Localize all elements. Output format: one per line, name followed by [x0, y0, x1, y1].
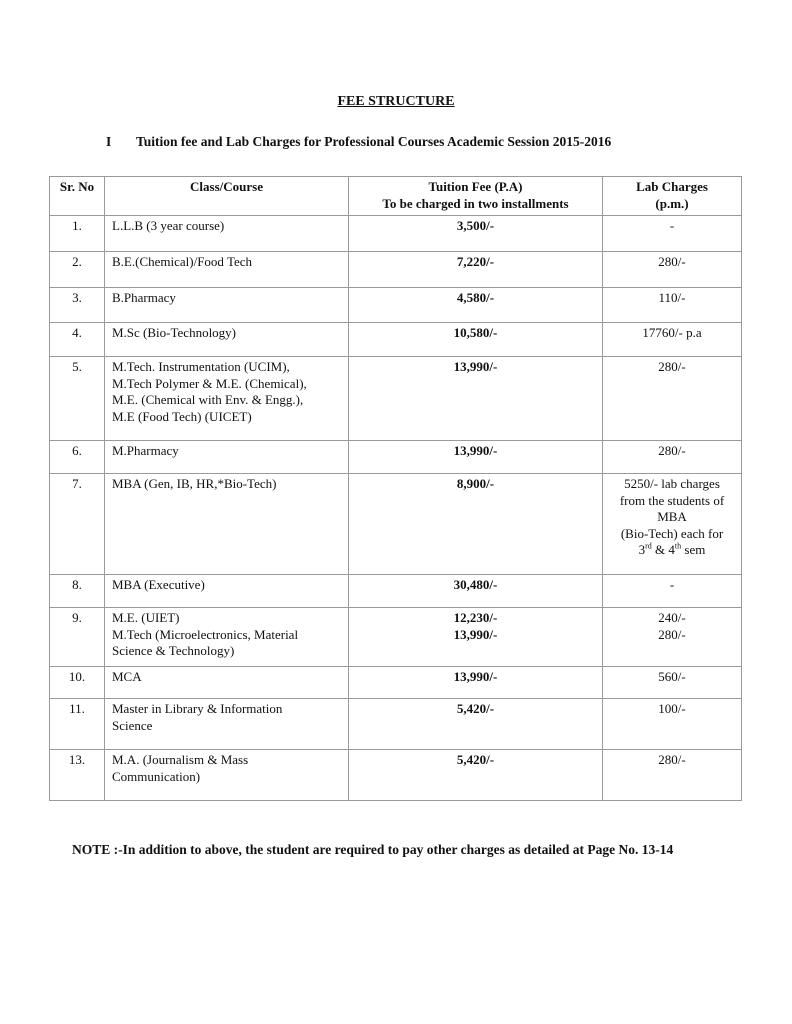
lab-charges-value: 100/- [658, 701, 686, 716]
tuition-fee-value: 10,580/- [453, 325, 498, 340]
section-heading [106, 134, 611, 150]
sr-no-cell: 2. [50, 252, 105, 288]
table-row [50, 357, 742, 441]
course-line: M.Pharmacy [112, 443, 179, 458]
tuition-fee-cell [349, 441, 603, 474]
tuition-fee-cell [349, 216, 603, 252]
course-cell [105, 474, 349, 575]
lab-charges-value: 280/- [658, 443, 686, 458]
lab-charges-cell [603, 216, 742, 252]
header-tuition-fee-line: Tuition Fee (P.A) [428, 179, 523, 194]
header-sr-no: Sr. No [50, 177, 105, 216]
lab-charges-line [610, 542, 734, 559]
course-line: Master in Library & Information [112, 701, 283, 716]
tuition-fee-cell [349, 252, 603, 288]
lab-charges-value: 280/- [658, 752, 686, 767]
course-cell [105, 357, 349, 441]
lab-charges-cell [603, 750, 742, 801]
course-cell [105, 608, 349, 667]
lab-charges-cell [603, 288, 742, 323]
course-line: MCA [112, 669, 142, 684]
document-title: FEE STRUCTURE [337, 94, 455, 109]
lab-charges-cell [603, 323, 742, 357]
table-row [50, 252, 742, 288]
tuition-fee-value: 8,900/- [456, 476, 495, 491]
header-tuition-fee [349, 177, 603, 216]
tuition-fee-cell [349, 750, 603, 801]
table-row [50, 575, 742, 608]
lab-charges-cell [603, 252, 742, 288]
header-lab-charges-line: (p.m.) [655, 195, 689, 211]
tuition-fee-cell [349, 699, 603, 750]
lab-charges-value: 17760/- p.a [642, 325, 702, 340]
sr-no-cell: 1. [50, 216, 105, 252]
tuition-fee-value: 4,580/- [456, 290, 495, 305]
footer-note: NOTE :-In addition to above, the student are required to pay other charges as detailed at Page No. 13-14 [72, 842, 674, 857]
course-line: MBA (Gen, IB, HR,*Bio-Tech) [112, 476, 277, 491]
lab-charges-line: MBA [657, 509, 687, 524]
lab-charges-cell [603, 441, 742, 474]
course-cell [105, 667, 349, 699]
sr-no-cell: 10. [50, 667, 105, 699]
course-cell [105, 252, 349, 288]
course-cell [105, 699, 349, 750]
sr-no-cell: 11. [50, 699, 105, 750]
tuition-fee-value: 13,990/- [453, 443, 498, 458]
sr-no-cell: 6. [50, 441, 105, 474]
lab-charges-cell [603, 357, 742, 441]
section-title: Tuition fee and Lab Charges for Professional Courses Academic Session 2015-2016 [136, 134, 612, 149]
tuition-fee-cell [349, 608, 603, 667]
course-line: Communication) [112, 768, 201, 784]
sr-no-cell: 3. [50, 288, 105, 323]
tuition-fee-cell [349, 474, 603, 575]
course-line: MBA (Executive) [112, 577, 205, 592]
lab-charges-cell [603, 608, 742, 667]
course-line: Science [112, 717, 153, 733]
course-line: Science & Technology) [112, 643, 235, 658]
lab-charges-value: 280/- [658, 359, 686, 374]
table-row [50, 441, 742, 474]
tuition-fee-cell [349, 288, 603, 323]
course-cell [105, 441, 349, 474]
tuition-fee-value: 13,990/- [453, 359, 498, 374]
sr-no-cell: 5. [50, 357, 105, 441]
course-line: M.Tech. Instrumentation (UCIM), [112, 359, 290, 374]
lab-charges-value: 280/- [658, 626, 686, 642]
lab-charges-text: sem [681, 542, 706, 557]
sr-no-cell: 8. [50, 575, 105, 608]
tuition-fee-value: 5,420/- [456, 752, 495, 767]
lab-charges-line: from the students of [619, 492, 725, 508]
table-header-row [50, 177, 742, 216]
tuition-fee-value: 3,500/- [456, 218, 495, 233]
table-row [50, 323, 742, 357]
lab-charges-superscript: rd [645, 541, 652, 551]
lab-charges-cell [603, 474, 742, 575]
course-cell [105, 750, 349, 801]
tuition-fee-value: 12,230/- [453, 610, 498, 625]
tuition-fee-value: 13,990/- [453, 669, 498, 684]
header-lab-charges [603, 177, 742, 216]
lab-charges-cell [603, 575, 742, 608]
course-line: M.E. (UIET) [112, 610, 180, 625]
tuition-fee-cell [349, 667, 603, 699]
lab-charges-value: - [669, 577, 675, 592]
course-cell [105, 323, 349, 357]
course-line: B.Pharmacy [112, 290, 176, 305]
tuition-fee-cell [349, 323, 603, 357]
table-row [50, 608, 742, 667]
table-row [50, 474, 742, 575]
lab-charges-text: 3 [638, 542, 646, 557]
course-line: M.Tech Polymer & M.E. (Chemical), [112, 375, 307, 391]
sr-no-cell: 9. [50, 608, 105, 667]
tuition-fee-value: 7,220/- [456, 254, 495, 269]
lab-charges-value: - [669, 218, 675, 233]
lab-charges-value: 560/- [658, 669, 686, 684]
course-line: M.Tech (Microelectronics, Material [112, 626, 299, 642]
sr-no-cell: 4. [50, 323, 105, 357]
lab-charges-value: 240/- [658, 610, 686, 625]
course-line: M.E (Food Tech) (UICET) [112, 408, 252, 424]
lab-charges-text: & 4 [651, 542, 675, 557]
tuition-fee-value: 30,480/- [453, 577, 498, 592]
course-line: L.L.B (3 year course) [112, 218, 225, 233]
lab-charges-line: (Bio-Tech) each for [620, 525, 724, 541]
course-cell [105, 216, 349, 252]
sr-no-cell: 7. [50, 474, 105, 575]
tuition-fee-value: 5,420/- [456, 701, 495, 716]
course-line: M.A. (Journalism & Mass [112, 752, 249, 767]
lab-charges-line: 5250/- lab charges [624, 476, 720, 491]
course-line: M.Sc (Bio-Technology) [112, 325, 237, 340]
course-line: M.E. (Chemical with Env. & Engg.), [112, 392, 304, 407]
tuition-fee-cell [349, 575, 603, 608]
tuition-fee-value: 13,990/- [453, 626, 498, 642]
table-row [50, 750, 742, 801]
tuition-fee-cell [349, 357, 603, 441]
table-row [50, 667, 742, 699]
table-row [50, 216, 742, 252]
course-line: B.E.(Chemical)/Food Tech [112, 254, 253, 269]
course-cell [105, 575, 349, 608]
sr-no-cell: 13. [50, 750, 105, 801]
fee-table [49, 176, 742, 801]
lab-charges-superscript: th [674, 541, 682, 551]
lab-charges-cell [603, 699, 742, 750]
lab-charges-value: 280/- [658, 254, 686, 269]
table-row [50, 288, 742, 323]
lab-charges-value: 110/- [658, 290, 686, 305]
course-cell [105, 288, 349, 323]
header-class-course: Class/Course [105, 177, 349, 216]
header-lab-charges-line: Lab Charges [636, 179, 708, 194]
table-row [50, 699, 742, 750]
section-number: I [106, 134, 112, 149]
header-tuition-fee-line: To be charged in two installments [382, 195, 569, 211]
lab-charges-cell [603, 667, 742, 699]
